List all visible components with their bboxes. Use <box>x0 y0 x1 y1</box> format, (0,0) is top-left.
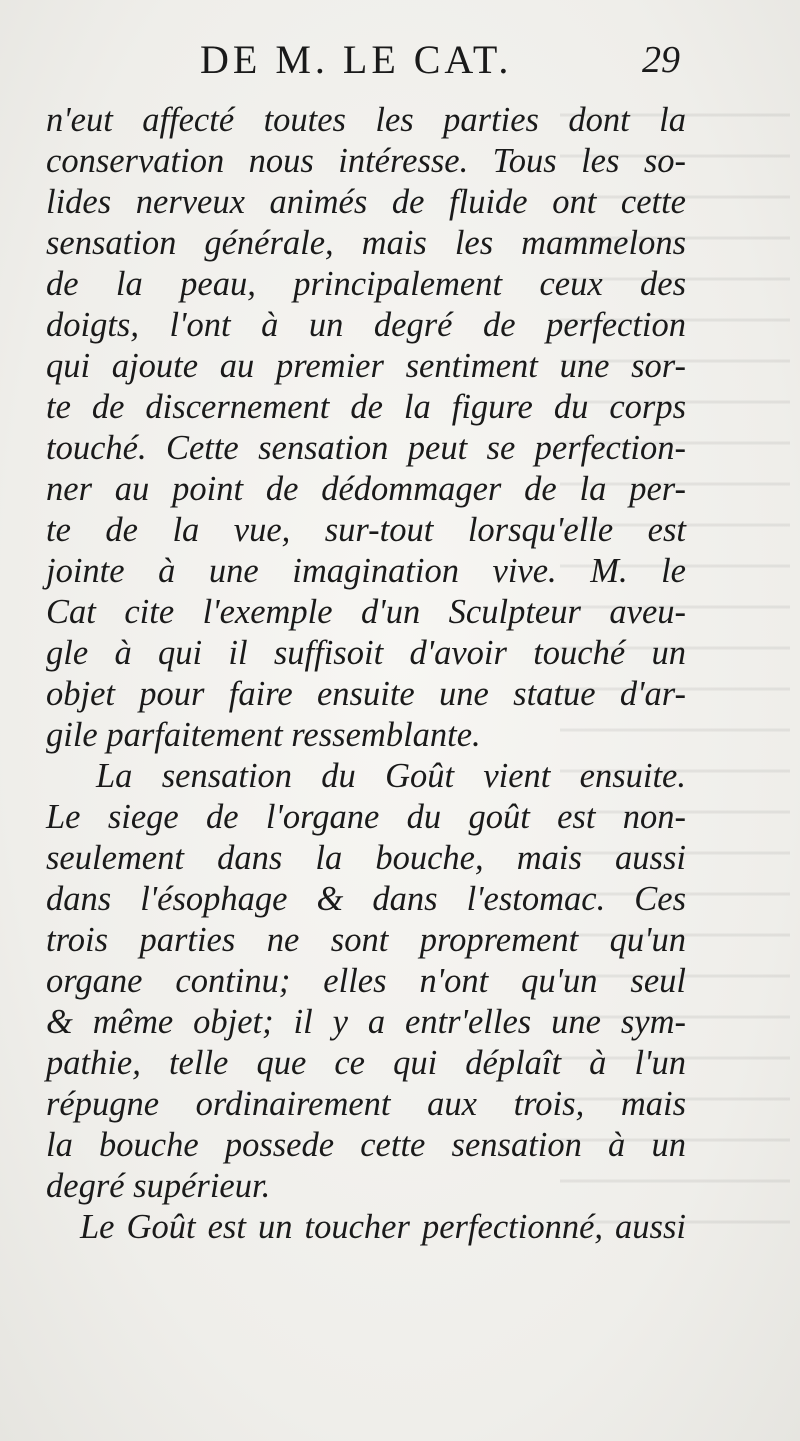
running-title: DE M. LE CAT. <box>200 37 513 82</box>
running-head <box>200 36 690 96</box>
text-line: touché. Cette sensation peut se perfection- <box>46 429 686 467</box>
text-line: dans l'ésophage & dans l'estomac. Ces <box>46 880 686 918</box>
text-line: répugne ordinairement aux trois, mais <box>46 1085 686 1123</box>
text-line: pathie, telle que ce qui déplaît à l'un <box>46 1044 686 1082</box>
paragraph-end-line: degré supérieur. <box>46 1167 271 1205</box>
text-line: ner au point de dédommager de la per- <box>46 470 686 508</box>
text-line: Le siege de l'organe du goût est non- <box>46 798 686 836</box>
paragraph-start-line: La sensation du Goût vient ensuite. <box>96 757 686 795</box>
text-line: conservation nous intéresse. Tous les so- <box>46 142 686 180</box>
text-line: sensation générale, mais les mammelons <box>46 224 686 262</box>
text-line: gle à qui il suffisoit d'avoir touché un <box>46 634 686 672</box>
text-line: & même objet; il y a entr'elles une sym- <box>46 1003 686 1041</box>
text-line: doigts, l'ont à un degré de perfection <box>46 306 686 344</box>
text-line: de la peau, principalement ceux des <box>46 265 686 303</box>
text-line: n'eut affecté toutes les parties dont la <box>46 101 686 139</box>
text-line: Cat cite l'exemple d'un Sculpteur aveu- <box>46 593 686 631</box>
text-line: te de discernement de la figure du corps <box>46 388 686 426</box>
text-line: trois parties ne sont proprement qu'un <box>46 921 686 959</box>
text-line: objet pour faire ensuite une statue d'ar- <box>46 675 686 713</box>
text-line: te de la vue, sur-tout lorsqu'elle est <box>46 511 686 549</box>
text-line: seulement dans la bouche, mais aussi <box>46 839 686 877</box>
page-number: 29 <box>642 39 680 81</box>
body-text <box>46 100 686 1248</box>
text-line: lides nerveux animés de fluide ont cette <box>46 183 686 221</box>
text-line: organe continu; elles n'ont qu'un seul <box>46 962 686 1000</box>
paragraph-start-line: Le Goût est un toucher perfectionné, aussi <box>80 1208 686 1246</box>
text-line: la bouche possede cette sensation à un <box>46 1126 686 1164</box>
text-line: qui ajoute au premier sentiment une sor- <box>46 347 686 385</box>
paragraph-end-line: gile parfaitement ressemblante. <box>46 716 481 754</box>
text-line: jointe à une imagination vive. M. le <box>46 552 686 590</box>
